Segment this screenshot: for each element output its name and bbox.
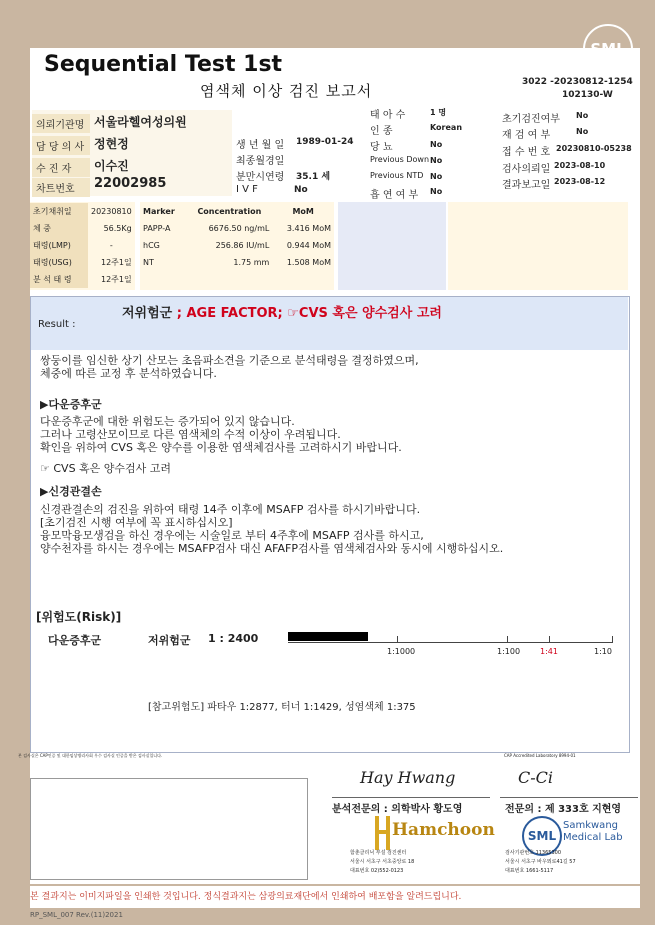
fine-print-left: 본 검사실은 CAP인증 및 대한임상병리사회 우수 검사실 인증을 받은 검사실입니다.: [18, 753, 163, 758]
sig-line-right: [500, 797, 638, 798]
blank-cell-blue: [338, 202, 446, 290]
ntd-title: ▶신경관결손: [40, 485, 102, 498]
scale-label: 1:41: [540, 647, 558, 656]
reference-risk: [참고위험도] 파타우 1:2877, 터너 1:1429, 성염색체 1:375: [148, 702, 416, 713]
scale-label: 1:100: [497, 647, 521, 656]
risk-ratio: 1 : 2400: [208, 632, 259, 645]
scale-tick: [612, 636, 613, 643]
hamchoon-logo: Hamchoon: [392, 820, 495, 840]
left-signature: Hay Hwang: [360, 768, 456, 787]
patient-info-left: 의뢰기관명 서울라헬여성의원 담 당 의 사 정현정 수 진 자 이수진 차트번호 22002985: [32, 110, 232, 196]
risk-disease: 다운증후군: [48, 634, 102, 647]
result-headline: 저위험군 ; AGE FACTOR; ☞CVS 혹은 양수검사 고려: [122, 306, 442, 321]
left-analyst: 분석전문의 : 의학박사 황도영: [332, 804, 463, 815]
scale-tick: [397, 636, 398, 643]
marker-table: Marker Concentration MoM PAPP-A 6676.50 ng/mL 3.416 MoM hCG 256.86 IU/mL 0.944 MoM NT 1.75 mm 1.508 MoM: [140, 203, 334, 271]
scale-label: 1:10: [594, 647, 612, 656]
left-address: 함춘클리닉 부설 검진센터 서울시 서초구 서초중앙로 18 대표번호 02)552-0123: [350, 850, 415, 874]
risk-scale-line: [288, 642, 613, 643]
document-number: 3022 -20230812-1254 102130-W: [522, 77, 633, 100]
report-subtitle: 염색체 이상 검진 보고서: [200, 82, 373, 100]
hamchoon-logo-mark: [372, 814, 394, 852]
marker-row: NT 1.75 mm 1.508 MoM: [143, 258, 331, 267]
marker-row: PAPP-A 6676.50 ng/mL 3.416 MoM: [143, 224, 331, 233]
risk-bar: [288, 632, 368, 641]
result-body: 쌍둥이를 임신한 상기 산모는 초음파소견을 기준으로 분석태령을 결정하였으며, 체중에 따른 교정 후 분석하였습니다. ▶다운증후군 다운증후군에 대한 위험도는 증가되어 있지 않습니다. 그러나 고령산모이므로 다른 염색체의 수적 이상이 우려됩니다. 확인을 위하여 CVS 혹은 양수를 이용한 염색체검사를 고려하시기 바랍니다. ☞ CVS 혹은 양수검사 고려 ▶신경관결손 신경관결손의 검진을 위하여 태령 14주 이후에 MSAFP 검사를 하시기바랍니다. [초기검진 시행 여부에 꼭 표시하십시오] 융모막융모생검을 하신 경우에는 시술일로 부터 4주후에 MSAFP 검사를 하시고, 양수천자를 하시는 경우에는 MSAFP검사 대신 AFAFP검사를 염색체검사와 동시에 시행하십시오.: [40, 354, 504, 555]
right-address: 검사기관번호 11365300 서울시 서초구 바우뫼로41길 57 대표번호 1661-5117: [505, 850, 576, 874]
result-label: Result :: [38, 319, 76, 330]
memo-box: [30, 778, 308, 880]
marker-row: hCG 256.86 IU/mL 0.944 MoM: [143, 241, 331, 250]
down-title: ▶다운증후군: [40, 398, 102, 411]
header-band: [0, 0, 655, 40]
blank-cell-cream: [448, 202, 628, 290]
right-signature: C-Ci: [518, 768, 554, 787]
risk-title: [위험도(Risk)]: [36, 610, 122, 624]
sample-table: 초기채취일 20230810 체 중 56.5Kg 태령(LMP) - 태령(USG) 12주1일 분 석 태 령 12주1일: [30, 203, 135, 288]
sig-line-left: [332, 797, 490, 798]
report-title: Sequential Test 1st: [44, 52, 283, 77]
risk-level: 저위험군: [148, 634, 191, 647]
form-id: RP_SML_007 Rev.(11)2021: [30, 911, 123, 919]
footer-divider: [30, 884, 640, 886]
fine-print-right: CAP Accredited Laboratory 8994-01: [504, 753, 576, 758]
scale-tick: [507, 636, 508, 643]
scale-tick: [549, 636, 550, 643]
footer-note: 본 결과지는 이미지파일을 인쇄한 것입니다. 정식결과지는 삼광의료재단에서 인쇄하여 배포함을 알려드립니다.: [30, 892, 462, 902]
right-analyst: 전문의 : 제 333호 지현영: [505, 804, 622, 815]
sml-medical-text: Samkwang Medical Lab: [563, 820, 623, 843]
sml-medical-logo: SML: [522, 816, 562, 856]
scale-label: 1:1000: [387, 647, 416, 656]
